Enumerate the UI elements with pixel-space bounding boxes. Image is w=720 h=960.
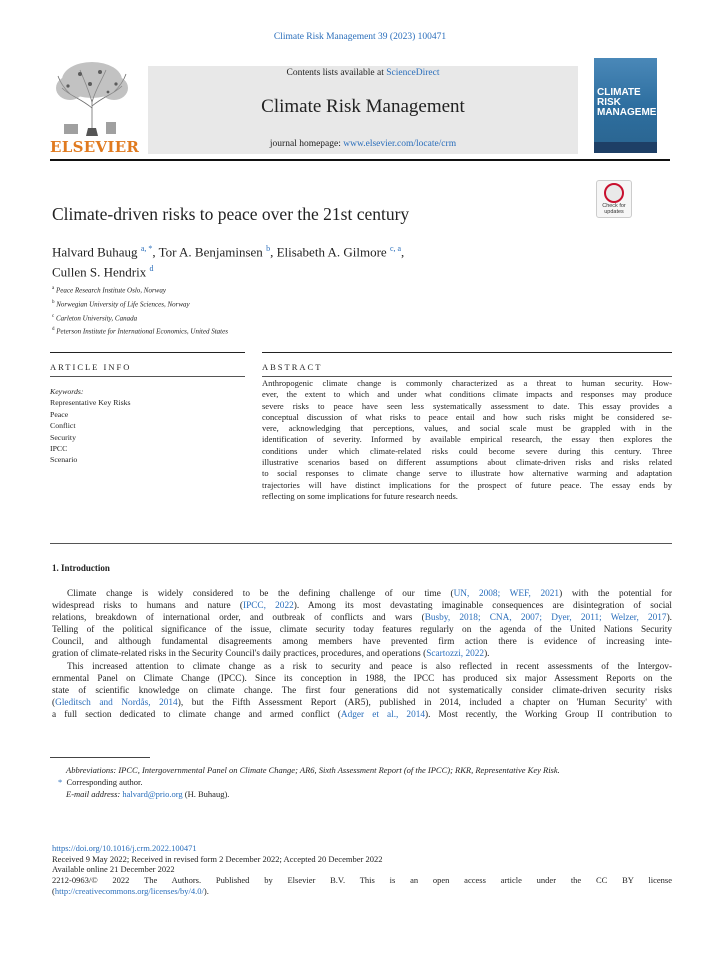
affiliations — [52, 283, 228, 338]
body-line: a full section dedicated to climate change and armed conflict (Adger et al., 2014). Most recently, the Working Group II contribution to — [52, 709, 673, 720]
body-line: widespread risks to humans and nature (IPCC, 2022). Among its most devastating imaginable consequences are disintegration of social — [52, 601, 672, 612]
cover-stripe — [594, 142, 657, 153]
affiliation-item: $^c$ Carleton University, Canada — [52, 313, 138, 322]
abstract-rule — [262, 376, 672, 377]
license-link-line: (http://creativecommons.org/licenses/by/4.0/). — [52, 885, 209, 896]
citation-link[interactable]: IPCC, 2022 — [242, 601, 294, 612]
available-online: Available online 21 December 2022 — [52, 864, 175, 875]
contents-line — [148, 68, 578, 78]
introduction-body — [52, 588, 672, 721]
email-link[interactable]: halvard@prio.org — [122, 789, 183, 799]
contents-prefix: Contents lists available at — [286, 68, 387, 78]
journal-reference[interactable]: Climate Risk Management 39 (2023) 100471 — [273, 32, 447, 42]
check-updates-label: Check for updates — [602, 203, 626, 215]
keyword-item: Conflict — [50, 421, 76, 431]
body-line: Climate change is widely considered to be the defining challenge of our time (UN, 2008; WEF, 2021) with the potential for — [67, 589, 672, 599]
doi-link[interactable]: https://doi.org/10.1016/j.crm.2022.100471 — [52, 843, 197, 853]
keyword-item: Security — [50, 432, 76, 442]
received-dates: Received 9 May 2022; Received in revised form 2 December 2022; Accepted 20 December 2022 — [52, 853, 383, 864]
publisher-logo-text: ELSEVIER — [50, 138, 140, 156]
affiliation-item: $^b$ Norwegian University of Life Sciences, Norway — [52, 299, 190, 309]
author-name[interactable]: Halvard Buhaug — [52, 244, 138, 260]
author-affil-sup[interactable]: d — [149, 264, 154, 274]
cover-title: CLIMATE RISK MANAGEMENT — [597, 87, 670, 118]
abstract-end-rule — [50, 543, 672, 544]
section-heading-introduction: 1. Introduction — [52, 563, 110, 573]
citation-link[interactable]: Gleditsch and Nordås, 2014 — [55, 697, 178, 708]
body-line: (Gleditsch and Nordås, 2014), but the Fifth Assessment Report (AR5), published in 2014, included a chapter on 'Human Security' with — [52, 697, 673, 708]
body-line: relations, breakdown of international order, and outbreak of conflicts and wars (Busby, 2018; CNA, 2007; Dyer, 2011; Welzer, 2017). — [52, 613, 672, 624]
article-info-rule — [50, 376, 245, 377]
abstract-line: conditions under which climate-related risks could become severe during this century. Three — [262, 445, 672, 456]
abstract-line: ever, the extent to which and under what conditions climate impacts and responses may produce — [262, 389, 672, 400]
abstract-line: identification of severity. Informed by available empirical research, the essay then explores the — [262, 434, 672, 445]
email-note: E-mail address: halvard@prio.org (H. Buhaug). — [66, 789, 230, 799]
keyword-item: Peace — [50, 409, 69, 419]
license-line: 2212-0963/© 2022 The Authors. Published by Elsevier B.V. This is an open access article under the CC BY license — [52, 875, 672, 886]
author-affil-sup[interactable]: b — [266, 244, 271, 253]
abstract-rule-top — [262, 352, 672, 353]
citation-link[interactable]: Adger et al., 2014 — [340, 709, 426, 720]
body-line: This increased attention to climate change as a risk to security and peace is also reflected in recent assessments of the Intergov- — [67, 661, 672, 672]
author-name[interactable]: Cullen S. Hendrix — [52, 264, 147, 280]
publication-info — [52, 843, 672, 897]
citation-link[interactable]: Busby, 2018; CNA, 2007; Dyer, 2011; Welzer, 2017 — [424, 613, 667, 624]
body-line: state of scientific knowledge on climate change. The first four generations did not systematically consider climate-driven security risks — [52, 685, 672, 696]
keyword-item: IPCC — [50, 444, 68, 454]
author-name[interactable]: Elisabeth A. Gilmore — [276, 244, 387, 260]
article-info-heading: ARTICLE INFO — [50, 362, 132, 372]
homepage-prefix: journal homepage: — [269, 139, 344, 149]
sciencedirect-link[interactable]: ScienceDirect — [386, 68, 440, 78]
body-line: gration of climate-related risks in the Security Council's daily practices, procedures, and operations (Scartozzi, 2022). — [52, 649, 490, 660]
citation-link[interactable]: Scartozzi, 2022 — [426, 649, 485, 660]
affiliation-item: $^d$ Peterson Institute for International Economics, United States — [52, 327, 228, 336]
keyword-item: Representative Key Risks — [50, 398, 131, 408]
abstract-line: severe risks to peace have seen less systematically assessment to date. This essay provides a — [262, 400, 672, 411]
corresponding-note: * Corresponding author. — [58, 777, 143, 787]
homepage-link[interactable]: www.elsevier.com/locate/crm — [343, 139, 457, 149]
abstract-text — [262, 378, 672, 502]
abstract-line: trajectories will have distinct implications for the prospect of future peace. The essay ends by — [262, 479, 672, 490]
citation-link[interactable]: UN, 2008; WEF, 2021 — [453, 589, 560, 599]
author-list: Halvard Buhaug $^{a, *}$, Tor A. Benjaminsen $^b$, Elisabeth A. Gilmore $^{c, a}$, Cullen S. Hendrix $^d$ — [52, 244, 405, 280]
license-link[interactable]: http://creativecommons.org/licenses/by/4.0/ — [54, 885, 204, 896]
bookmark-icon — [604, 183, 624, 203]
journal-name: Climate Risk Management — [261, 96, 465, 117]
author-affil-sup[interactable]: a, * — [140, 244, 153, 253]
affiliation-item: $^a$ Peace Research Institute Oslo, Norway — [52, 286, 166, 295]
keyword-item: Scenario — [50, 455, 78, 465]
author-affil-sup[interactable]: c, a — [389, 244, 402, 253]
body-line: Council, and although fundamental disagreements among members have prevented firm action there is evidence of increasing inte- — [52, 637, 672, 648]
abstract-line: reflecting on some implications for future research needs. — [262, 490, 458, 501]
corresponding-mark: * — [58, 777, 63, 787]
abstract-line: to social responses to climate change serve to illustrate how alternative warming and adaptation — [262, 468, 672, 479]
footnotes — [52, 764, 672, 800]
abstract-line: illustrative scenarios based on different assumptions about climate-driven risks and risks related — [262, 457, 672, 468]
body-line: ernmental Panel on Climate Change (IPCC). Since its conception in 1988, the IPCC has produced six major Assessment Reports on the — [52, 673, 672, 684]
abbreviations-note: Abbreviations: IPCC, Intergovernmental Panel on Climate Change; AR6, Sixth Assessment Report (of the IPCC); RKR, Representative Key Risk. — [66, 765, 560, 775]
keywords-label: Keywords: — [50, 387, 84, 396]
keywords-block — [50, 386, 131, 466]
abstract-heading: ABSTRACT — [262, 362, 323, 372]
homepage-line — [148, 139, 578, 149]
abstract-line: vere, acknowledging that perceptions, values, and social scale must be grappled with in the — [262, 423, 672, 434]
author-name[interactable]: Tor A. Benjaminsen — [158, 244, 263, 260]
header-rule — [50, 159, 670, 161]
abstract-line: conceptual discussion of what risks to peace entail and how such risks might be considered se- — [262, 411, 672, 422]
body-line: Telling of the political significance of the issue, climate security today features regularly on the agenda of the United Nations Security — [52, 625, 672, 636]
footnote-rule — [50, 757, 150, 758]
article-info-rule-top — [50, 352, 245, 353]
abstract-line: Anthropogenic climate change is commonly characterized as a threat to human security. How- — [262, 378, 672, 388]
article-title: Climate-driven risks to peace over the 21st century — [52, 204, 410, 224]
